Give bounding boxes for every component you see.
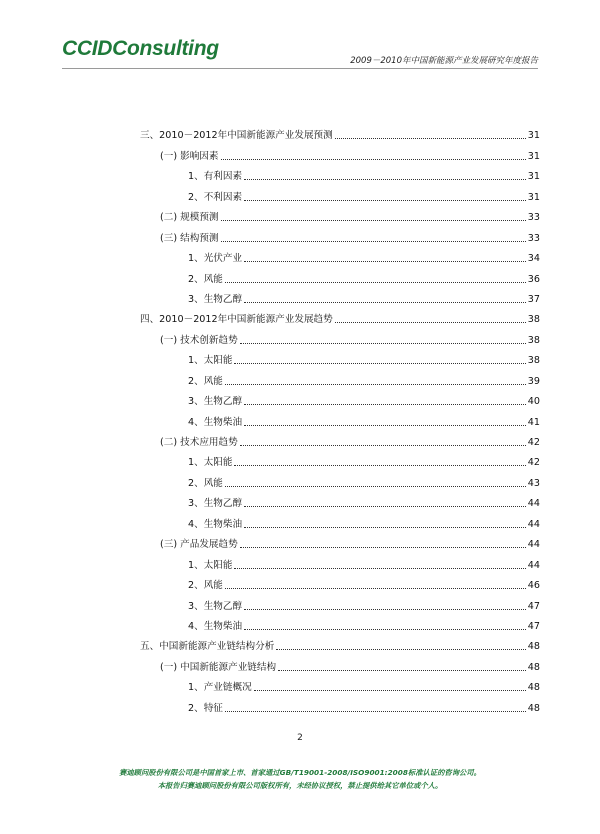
toc-entry-page: 33 [527, 232, 540, 244]
header-divider [62, 68, 538, 69]
toc-entry[interactable] [140, 653, 540, 673]
toc-leader-dots [254, 690, 526, 691]
toc-entry[interactable] [140, 531, 540, 551]
toc-leader-dots [225, 384, 526, 385]
toc-entry[interactable] [140, 449, 540, 469]
toc-entry-page: 47 [527, 600, 540, 612]
toc-entry[interactable] [140, 388, 540, 408]
toc-entry-page: 44 [527, 559, 540, 571]
toc-entry[interactable] [140, 674, 540, 694]
toc-leader-dots [221, 159, 526, 160]
toc-leader-dots [278, 670, 526, 671]
toc-entry-page: 42 [527, 437, 540, 448]
toc-entry-page: 34 [527, 253, 540, 265]
toc-entry-page: 37 [527, 293, 540, 305]
toc-entry-label: 1、太阳能 [188, 559, 233, 571]
toc-entry[interactable] [140, 592, 540, 612]
toc-entry-page: 41 [527, 416, 540, 428]
toc-entry-label: 4、生物柴油 [188, 518, 243, 530]
toc-entry[interactable] [140, 408, 540, 428]
toc-entry-page: 31 [527, 130, 540, 142]
toc-entry[interactable] [140, 326, 540, 346]
toc-leader-dots [225, 588, 526, 589]
company-logo: CCIDConsulting [62, 37, 219, 60]
toc-entry-label: (三) 结构预测 [160, 232, 219, 244]
toc-leader-dots [244, 506, 526, 507]
toc-leader-dots [221, 220, 526, 221]
page-number: 2 [297, 733, 303, 743]
toc-entry[interactable] [140, 429, 540, 449]
toc-entry-label: 3、生物乙醇 [188, 498, 243, 510]
toc-entry-label: 2、风能 [188, 580, 223, 592]
toc-entry-page: 38 [527, 355, 540, 367]
toc-entry-label: (三) 产品发展趋势 [160, 539, 238, 551]
toc-entry-page: 31 [527, 150, 540, 162]
report-title: 2009－2010年中国新能源产业发展研究年度报告 [350, 56, 538, 66]
toc-entry-page: 46 [527, 580, 540, 592]
toc-entry[interactable] [140, 613, 540, 633]
toc-leader-dots [244, 179, 526, 180]
toc-leader-dots [225, 282, 526, 283]
toc-leader-dots [240, 343, 526, 344]
toc-entry-page: 48 [527, 702, 540, 714]
toc-leader-dots [244, 404, 526, 405]
toc-leader-dots [234, 363, 525, 364]
toc-entry-page: 44 [527, 539, 540, 551]
toc-entry-page: 48 [527, 661, 540, 673]
toc-entry-label: 2、风能 [188, 375, 223, 387]
toc-entry-label: 3、生物乙醇 [188, 396, 243, 408]
toc-entry[interactable] [140, 633, 540, 653]
toc-leader-dots [244, 200, 526, 201]
toc-entry[interactable] [140, 183, 540, 203]
toc-entry[interactable] [140, 306, 540, 326]
toc-entry-page: 44 [527, 518, 540, 530]
table-of-contents [140, 122, 540, 715]
toc-entry-page: 47 [527, 620, 540, 632]
toc-entry[interactable] [140, 265, 540, 285]
toc-leader-dots [244, 425, 526, 426]
toc-entry-label: 1、产业链概况 [188, 682, 252, 694]
toc-entry-label: 3、生物乙醇 [188, 293, 243, 305]
toc-entry[interactable] [140, 245, 540, 265]
toc-entry-page: 39 [527, 375, 540, 387]
toc-entry[interactable] [140, 122, 540, 142]
toc-entry[interactable] [140, 367, 540, 387]
toc-entry[interactable] [140, 224, 540, 244]
toc-leader-dots [244, 527, 526, 528]
toc-entry[interactable] [140, 469, 540, 489]
toc-leader-dots [234, 465, 525, 466]
toc-entry[interactable] [140, 142, 540, 162]
toc-entry-page: 44 [527, 498, 540, 510]
toc-entry-label: 1、光伏产业 [188, 253, 243, 265]
toc-leader-dots [244, 629, 526, 630]
toc-entry-label: 4、生物柴油 [188, 620, 243, 632]
toc-entry[interactable] [140, 347, 540, 367]
toc-entry-label: (二) 技术应用趋势 [160, 437, 238, 448]
toc-entry[interactable] [140, 204, 540, 224]
toc-entry-label: 2、风能 [188, 273, 223, 285]
toc-entry[interactable] [140, 572, 540, 592]
toc-entry[interactable] [140, 694, 540, 714]
toc-entry[interactable] [140, 490, 540, 510]
toc-leader-dots [225, 486, 526, 487]
toc-leader-dots [244, 302, 526, 303]
toc-entry-page: 31 [527, 171, 540, 183]
toc-entry-label: 1、太阳能 [188, 457, 233, 469]
toc-entry-label: 2、风能 [188, 477, 223, 489]
toc-entry-page: 36 [527, 273, 540, 285]
toc-entry-page: 33 [527, 212, 540, 224]
toc-leader-dots [221, 241, 526, 242]
toc-entry-label: 五、中国新能源产业链结构分析 [140, 641, 275, 653]
toc-entry-label: 1、有利因素 [188, 171, 243, 183]
toc-entry[interactable] [140, 286, 540, 306]
footer [0, 766, 600, 792]
toc-leader-dots [234, 568, 525, 569]
toc-entry-label: (一) 中国新能源产业链结构 [160, 661, 277, 673]
toc-entry-page: 48 [527, 641, 540, 653]
toc-entry-page: 38 [527, 334, 540, 346]
toc-entry[interactable] [140, 510, 540, 530]
toc-leader-dots [276, 649, 525, 650]
toc-entry[interactable] [140, 163, 540, 183]
footer-line-1: 赛迪顾问股份有限公司是中国首家上市、首家通过GB/T19001-2008/ISO9001:2008标准认证的咨询公司。 [119, 768, 481, 777]
toc-entry-page: 38 [527, 314, 540, 326]
toc-entry[interactable] [140, 551, 540, 571]
toc-entry-label: 3、生物乙醇 [188, 600, 243, 612]
toc-entry-label: (一) 技术创新趋势 [160, 334, 238, 346]
toc-entry-label: (一) 影响因素 [160, 150, 219, 162]
toc-entry-page: 31 [527, 191, 540, 203]
toc-entry-label: 1、太阳能 [188, 355, 233, 367]
toc-entry-label: 四、2010－2012年中国新能源产业发展趋势 [140, 314, 333, 326]
toc-leader-dots [240, 547, 526, 548]
toc-entry-page: 42 [527, 457, 540, 469]
toc-leader-dots [225, 711, 526, 712]
toc-leader-dots [335, 322, 526, 323]
toc-entry-page: 43 [527, 477, 540, 489]
toc-entry-label: (二) 规模预测 [160, 212, 219, 224]
toc-entry-label: 2、不利因素 [188, 191, 243, 203]
toc-entry-label: 2、特征 [188, 702, 223, 714]
footer-line-2: 本报告归赛迪顾问股份有限公司版权所有，未经协议授权，禁止提供给其它单位或个人。 [157, 781, 443, 790]
toc-leader-dots [244, 609, 526, 610]
toc-entry-label: 4、生物柴油 [188, 416, 243, 428]
toc-entry-label: 三、2010－2012年中国新能源产业发展预测 [140, 130, 333, 142]
toc-entry-page: 40 [527, 396, 540, 408]
toc-leader-dots [244, 261, 526, 262]
toc-entry-page: 48 [527, 682, 540, 694]
toc-leader-dots [240, 445, 526, 446]
toc-leader-dots [335, 138, 526, 139]
